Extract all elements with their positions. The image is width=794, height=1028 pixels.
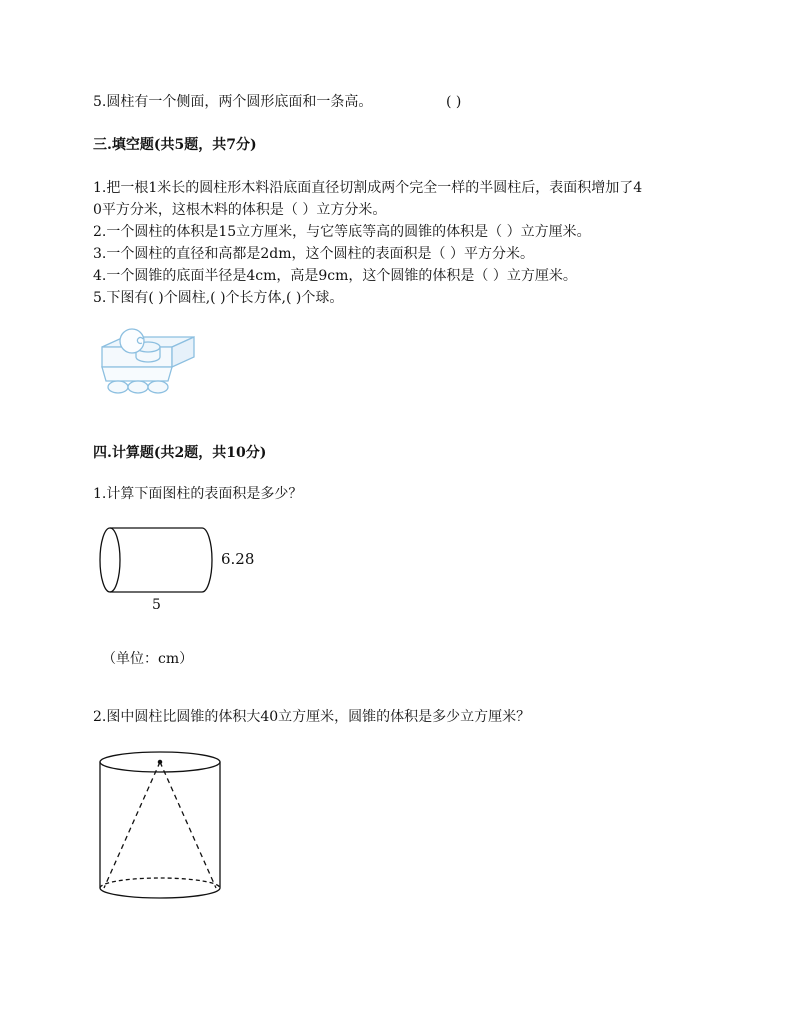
fill-q4: 4.一个圆锥的底面半径是4cm，高是9cm，这个圆锥的体积是（ ）立方厘米。 [93,268,577,284]
calc-q1: 1.计算下面图柱的表面积是多少？ [93,486,303,502]
fill-q1-line1: 1.把一根1米长的圆柱形木料沿底面直径切割成两个完全一样的半圆柱后，表面积增加了4 [93,180,643,196]
fill-q3: 3.一个圆柱的直径和高都是2dm，这个圆柱的表面积是（ ）平方分米。 [93,246,534,262]
cylinder-height-label: 6.28 [221,550,255,568]
judge-q5-answer-paren: ( ) [446,94,462,110]
cylinder-cone-figure [94,750,226,910]
fill-q1-line2: 0平方分米，这根木料的体积是（ ）立方分米。 [93,202,387,218]
calc-q2: 2.图中圆柱比圆锥的体积大40立方厘米，圆锥的体积是多少立方厘米？ [93,709,531,725]
judge-q5-text: 5.圆柱有一个侧面，两个圆形底面和一条高。 [93,94,373,110]
fill-q2: 2.一个圆柱的体积是15立方厘米，与它等底等高的圆锥的体积是（ ）立方厘米。 [93,224,591,240]
cylinder-length-label: 5 [152,597,161,613]
toy-shapes-figure [96,325,198,397]
section-fill-heading: 三.填空题(共5题，共7分) [93,137,257,153]
fill-q5: 5.下图有( )个圆柱,( )个长方体,( )个球。 [93,290,344,306]
horizontal-cylinder-figure [92,524,255,616]
unit-note: （单位：cm） [102,651,194,667]
section-calc-heading: 四.计算题(共2题，共10分) [93,445,267,461]
